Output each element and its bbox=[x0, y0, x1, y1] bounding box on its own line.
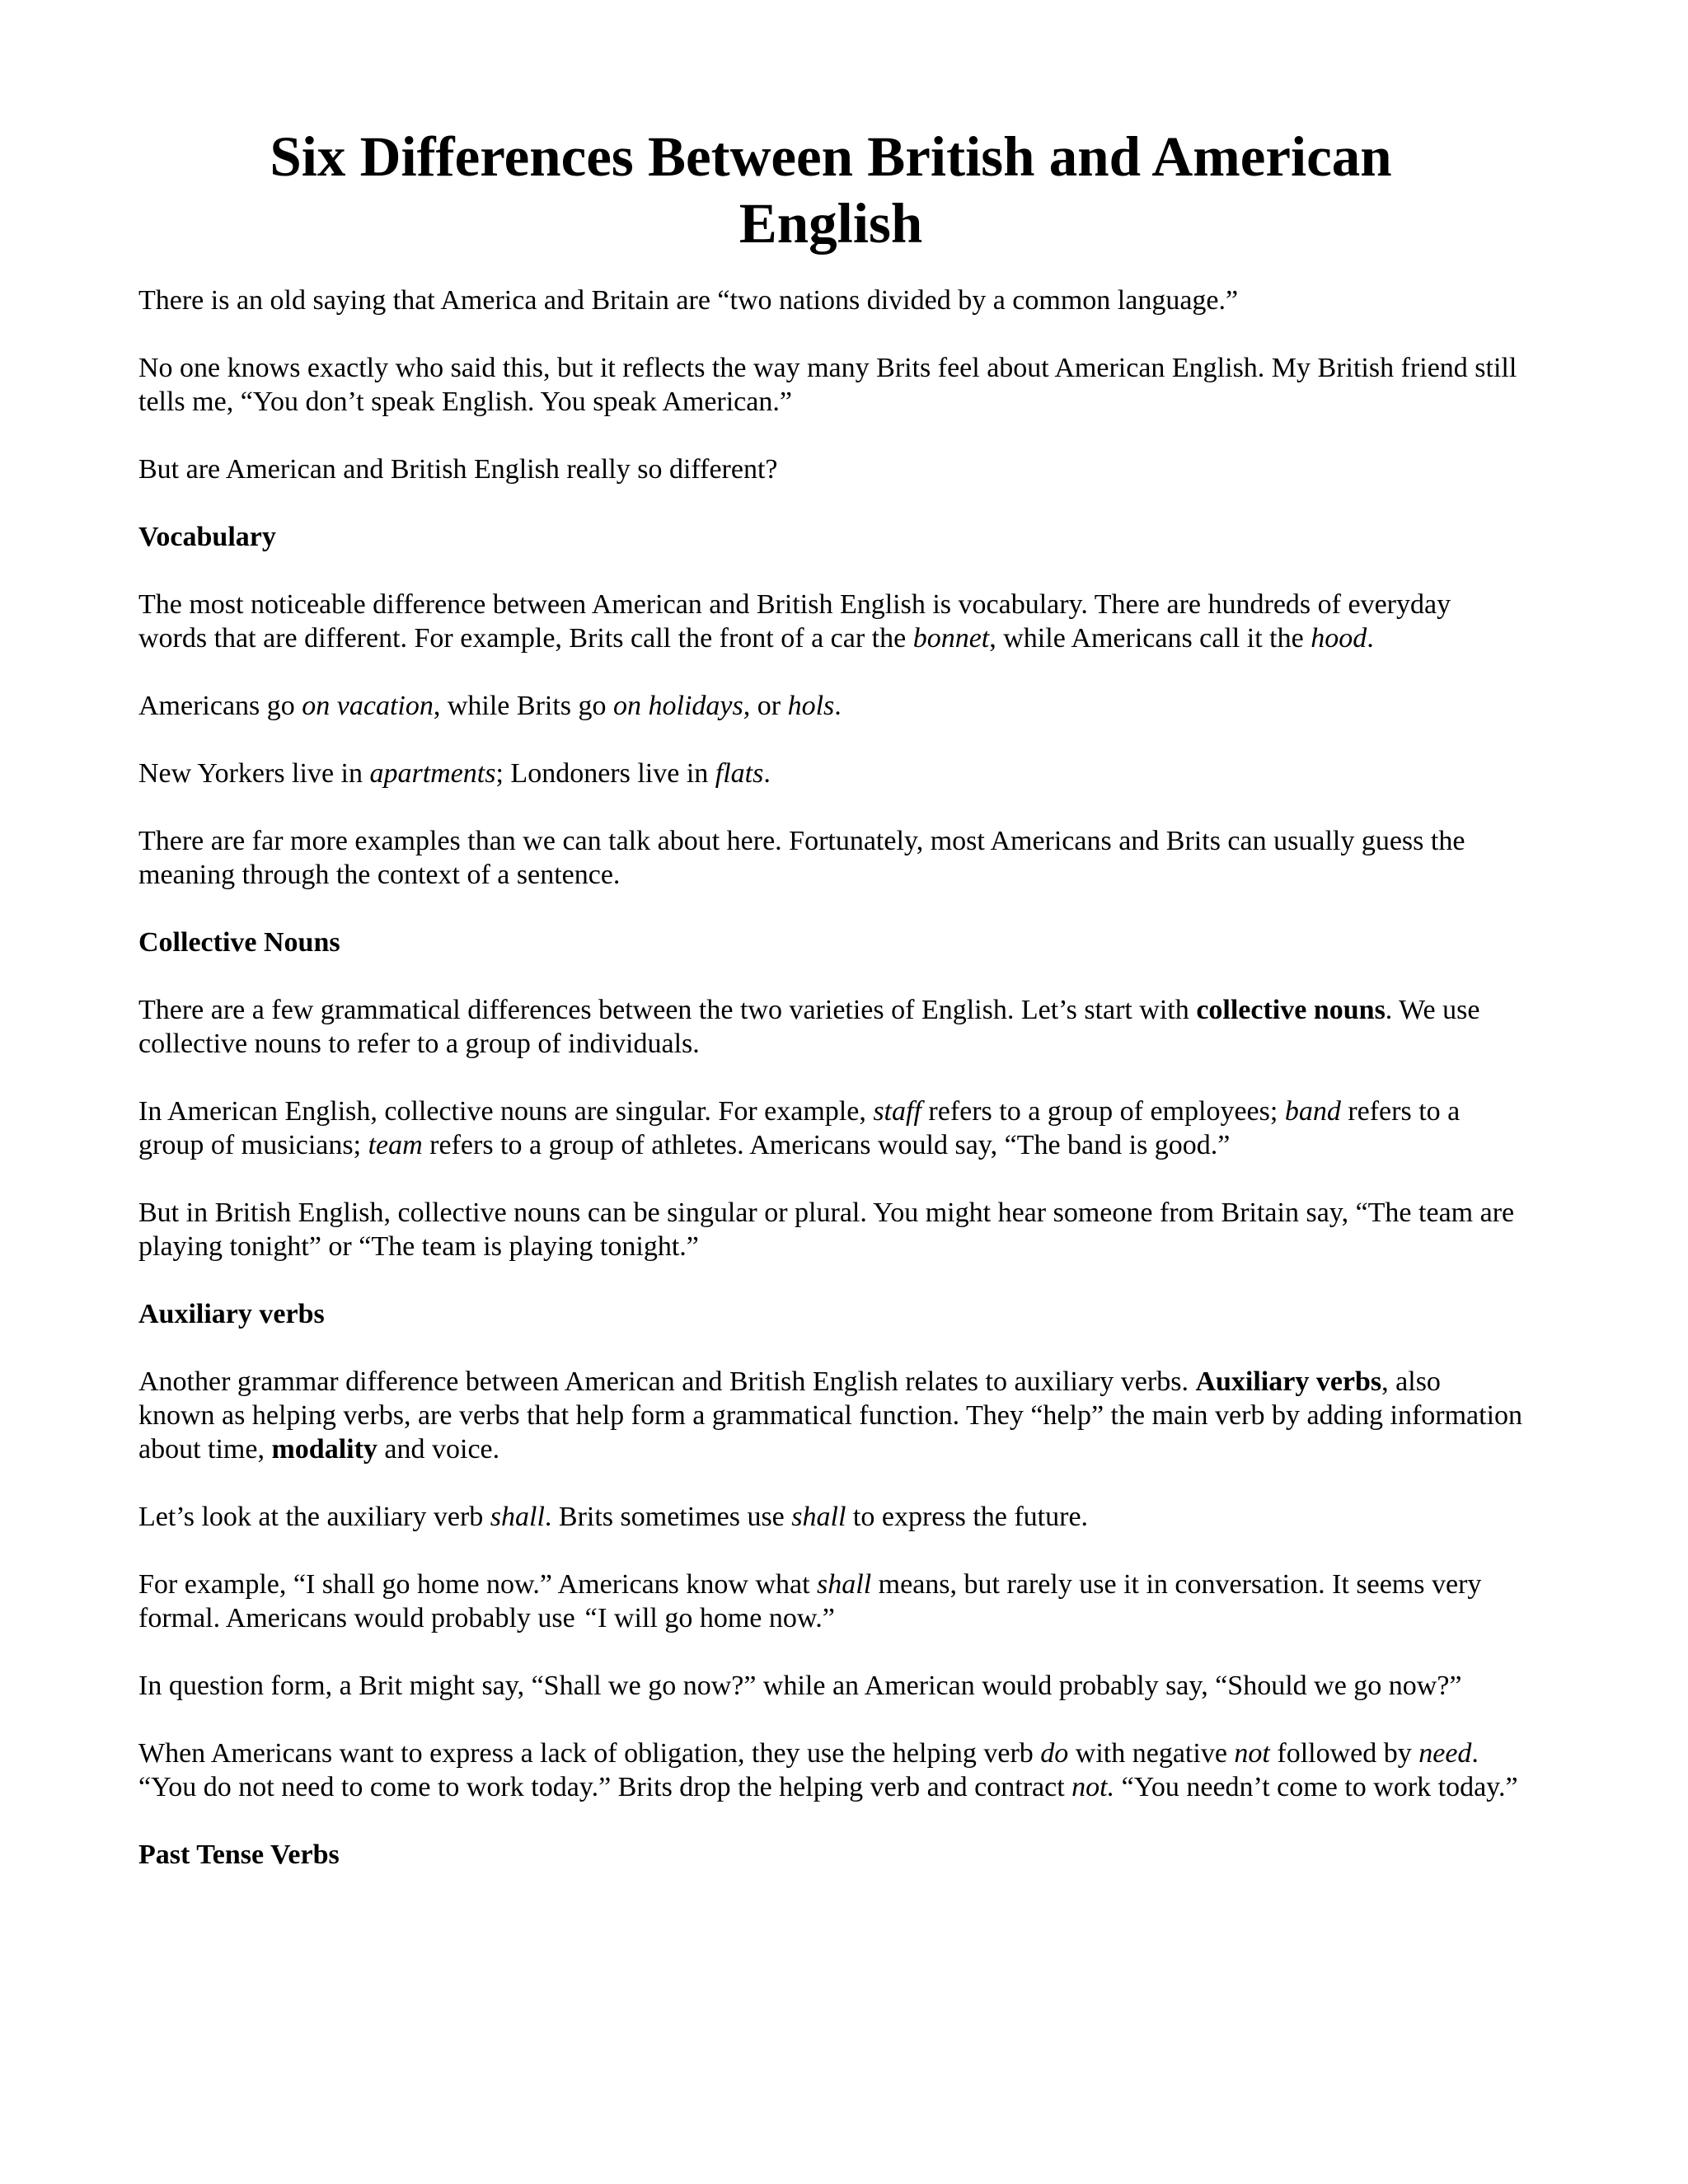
term-on-holidays: on holidays, bbox=[613, 691, 751, 721]
intro-paragraph-3: But are American and British English really so different? bbox=[138, 454, 778, 485]
document-page bbox=[138, 124, 1523, 1905]
term-apartments: apartments bbox=[369, 758, 496, 789]
collective-nouns-paragraph-2: In American English, collective nouns are singular. For example, staff refers to a group of employees; band refers to a group of musicians; team refers to a group of athletes. Americans would say, “The band is good.” bbox=[138, 1096, 1461, 1160]
auxiliary-verbs-paragraph-4: In question form, a Brit might say, “Shall we go now?” while an American would probably say, “Should we go now?” bbox=[138, 1671, 1462, 1701]
term-staff: staff bbox=[873, 1096, 921, 1127]
heading-vocabulary: Vocabulary bbox=[138, 522, 276, 552]
intro-paragraph-1: There is an old saying that America and Britain are “two nations divided by a common language.” bbox=[138, 285, 1239, 316]
intro-paragraph-2: No one knows exactly who said this, but it reflects the way many Brits feel about American English. My British friend still tells me, “You don’t speak English. You speak American.” bbox=[138, 353, 1517, 417]
term-do: do bbox=[1040, 1738, 1069, 1769]
term-shall: shall bbox=[817, 1569, 872, 1600]
term-band: band bbox=[1284, 1096, 1341, 1127]
auxiliary-verbs-paragraph-2: Let’s look at the auxiliary verb shall. Brits sometimes use shall to express the future. bbox=[138, 1502, 1089, 1532]
term-collective-nouns: collective nouns bbox=[1196, 995, 1386, 1025]
term-hols: hols bbox=[787, 691, 835, 721]
term-need: need bbox=[1418, 1738, 1472, 1769]
term-team: team bbox=[368, 1130, 423, 1160]
auxiliary-verbs-paragraph-5: When Americans want to express a lack of obligation, they use the helping verb do with negative not followed by need. “You do not need to come to work today.” Brits drop the helping verb and contract not. “You needn’t come to work today.” bbox=[138, 1738, 1518, 1802]
term-shall: shall bbox=[791, 1502, 846, 1532]
vocabulary-paragraph-2: Americans go on vacation, while Brits go on holidays, or hols. bbox=[138, 691, 842, 721]
term-not: not. bbox=[1071, 1772, 1115, 1802]
heading-collective-nouns: Collective Nouns bbox=[138, 927, 340, 958]
collective-nouns-paragraph-1: There are a few grammatical differences between the two varieties of English. Let’s start with collective nouns. We use collective nouns to refer to a group of individuals. bbox=[138, 995, 1480, 1059]
vocabulary-paragraph-1: The most noticeable difference between American and British English is vocabulary. There are hundreds of everyday words that are different. For example, Brits call the front of a car the bonnet, while Americans call it the hood. bbox=[138, 589, 1451, 654]
term-flats: flats bbox=[715, 758, 764, 789]
term-hood: hood bbox=[1311, 623, 1367, 654]
term-shall: shall bbox=[490, 1502, 545, 1532]
term-auxiliary-verbs: Auxiliary verbs bbox=[1195, 1366, 1382, 1397]
vocabulary-paragraph-3: New Yorkers live in apartments; Londoners live in flats. bbox=[138, 758, 771, 789]
auxiliary-verbs-paragraph-1: Another grammar difference between American and British English relates to auxiliary verbs. Auxiliary verbs, also known as helping verbs, are verbs that help form a grammatical function. They “help” the main verb by adding information about time, modality and voice. bbox=[138, 1366, 1523, 1465]
collective-nouns-paragraph-3: But in British English, collective nouns can be singular or plural. You might hear someone from Britain say, “The team are playing tonight” or “The team is playing tonight.” bbox=[138, 1197, 1515, 1262]
heading-past-tense-verbs: Past Tense Verbs bbox=[138, 1840, 340, 1870]
opening-quote: “ bbox=[582, 1603, 598, 1633]
heading-auxiliary-verbs: Auxiliary verbs bbox=[138, 1299, 325, 1329]
term-modality: modality bbox=[271, 1434, 377, 1465]
term-bonnet: bonnet bbox=[912, 623, 990, 654]
term-not: not bbox=[1234, 1738, 1270, 1769]
vocabulary-paragraph-4: There are far more examples than we can talk about here. Fortunately, most Americans and Brits can usually guess the meaning through the context of a sentence. bbox=[138, 826, 1465, 890]
auxiliary-verbs-paragraph-3: For example, “I shall go home now.” Americans know what shall means, but rarely use it in conversation. It seems very formal. Americans would probably use “I will go home now.” bbox=[138, 1569, 1482, 1633]
term-on-vacation: on vacation bbox=[302, 691, 434, 721]
document-title: Six Differences Between British and American English bbox=[270, 125, 1392, 255]
